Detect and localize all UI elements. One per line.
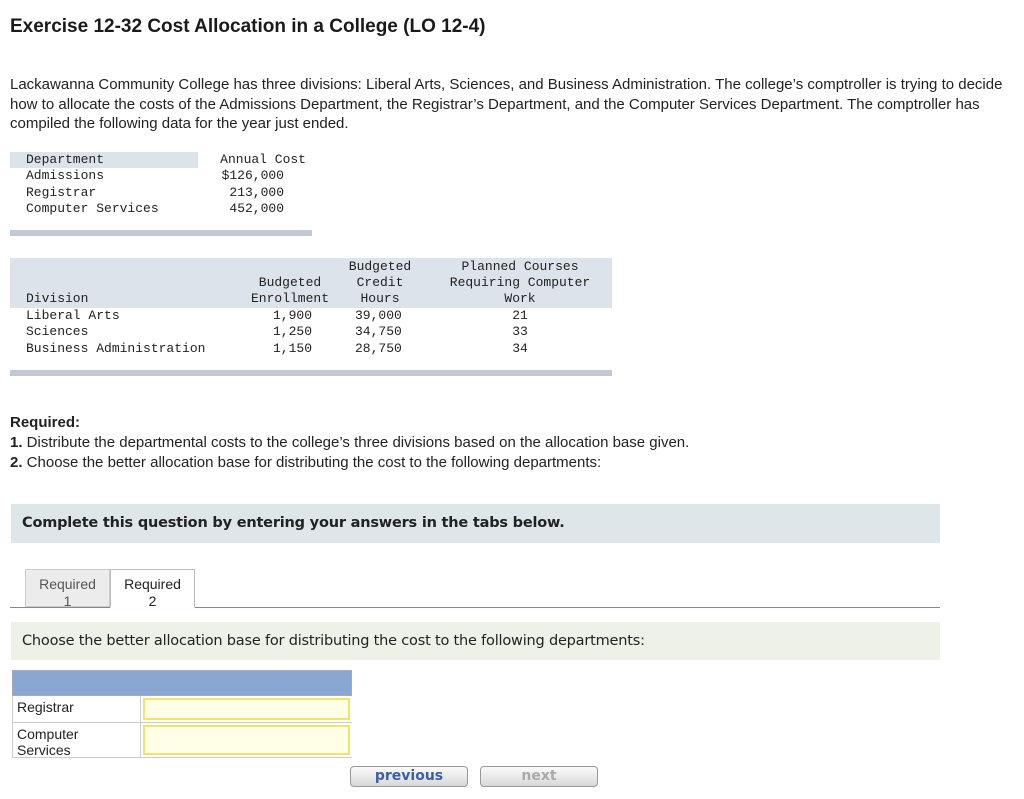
required-item-1 (10, 433, 689, 453)
tab-required-1[interactable] (25, 569, 110, 607)
cell-enrollment: 1,900 (272, 308, 312, 323)
answer-cell (143, 698, 350, 720)
header-credit-1: Budgeted (348, 259, 412, 274)
item-number: 1. (10, 434, 23, 451)
header-courses-1: Planned Courses (461, 259, 579, 274)
answer-cell (143, 725, 350, 755)
computer-services-allocation-input[interactable] (143, 725, 350, 755)
table-divider (10, 370, 612, 376)
tab-label: Required (124, 576, 181, 592)
cell-credit-hours: 28,750 (355, 340, 402, 356)
next-button[interactable]: next (480, 766, 598, 787)
cell-division: Liberal Arts (26, 308, 120, 323)
header-department: Department (26, 152, 105, 167)
tab-label-number: 2 (148, 593, 157, 609)
cell-department: Registrar (26, 184, 97, 200)
cell-annual-cost: 452,000 (229, 201, 284, 217)
cell-courses: 21 (512, 308, 528, 323)
instruction-banner-text: Complete this question by entering your answers in the tabs below. (22, 515, 565, 531)
cell-division: Sciences (26, 324, 89, 340)
intro-text: Lackawanna Community College has three divisions: Liberal Arts, Sciences, and Business Administration. The college’s comptroller is trying to decide how to allocate the costs of the Admissions Department, the Registrar’s Department, and the Computer Services Department. The comptroller has compiled the following data for the year just ended. (10, 76, 1003, 132)
table-header (10, 258, 612, 308)
header-enrollment-2: Enrollment (250, 291, 329, 306)
table-row (10, 185, 312, 201)
required-item-2 (10, 453, 689, 473)
header-courses-2: Requiring Computer (449, 275, 591, 290)
answer-label: Computer Services (13, 723, 141, 757)
cell-credit-hours: 34,750 (355, 324, 402, 340)
answer-row-computer-services (12, 723, 352, 758)
table-divider (10, 230, 312, 236)
table-row (10, 324, 612, 340)
item-number: 2. (10, 454, 23, 471)
cell-courses: 33 (512, 324, 528, 340)
required-list (10, 433, 689, 473)
question-prompt (11, 622, 940, 660)
cell-annual-cost: $126,000 (221, 168, 284, 184)
tab-required-2[interactable] (110, 569, 195, 608)
header-credit-3: Hours (360, 291, 400, 306)
answer-table (12, 670, 352, 758)
answer-table-header (12, 670, 352, 696)
header-credit-2: Credit (356, 275, 404, 290)
table-row (10, 168, 312, 184)
cell-annual-cost: 213,000 (229, 184, 284, 200)
table-row (10, 341, 612, 357)
item-text: Distribute the departmental costs to the college’s three divisions based on the allocation base given. (22, 434, 690, 451)
page-title: Exercise 12-32 Cost Allocation in a College (LO 12-4) (10, 16, 486, 37)
cell-enrollment: 1,250 (272, 324, 312, 340)
header-enrollment-1: Budgeted (258, 275, 322, 290)
header-annual-cost: Annual Cost (198, 152, 312, 168)
header-courses-3: Work (504, 291, 536, 306)
previous-button[interactable]: previous (350, 766, 468, 787)
table-row (10, 308, 612, 324)
header-division: Division (26, 291, 89, 306)
table-row (10, 201, 312, 217)
cell-department: Admissions (26, 168, 105, 184)
tab-label: Required (39, 576, 96, 592)
cell-courses: 34 (512, 340, 528, 356)
table-header-row (10, 152, 312, 168)
cell-department: Computer Services (26, 201, 159, 217)
department-cost-table (10, 152, 312, 236)
question-text: Choose the better allocation base for distributing the cost to the following departments: (22, 633, 645, 649)
registrar-allocation-input[interactable] (143, 698, 350, 720)
cell-credit-hours: 39,000 (355, 308, 402, 323)
answer-label: Registrar (13, 696, 141, 722)
division-data-table (10, 258, 612, 376)
cell-enrollment: 1,150 (272, 340, 312, 356)
instruction-banner (11, 504, 940, 543)
item-text: Choose the better allocation base for distributing the cost to the following departments: (22, 454, 602, 471)
required-heading: Required: (10, 414, 81, 431)
tab-bar (10, 569, 940, 608)
tab-label-number: 1 (63, 593, 72, 609)
cell-division: Business Administration (26, 340, 206, 356)
answer-row-registrar (12, 696, 352, 723)
